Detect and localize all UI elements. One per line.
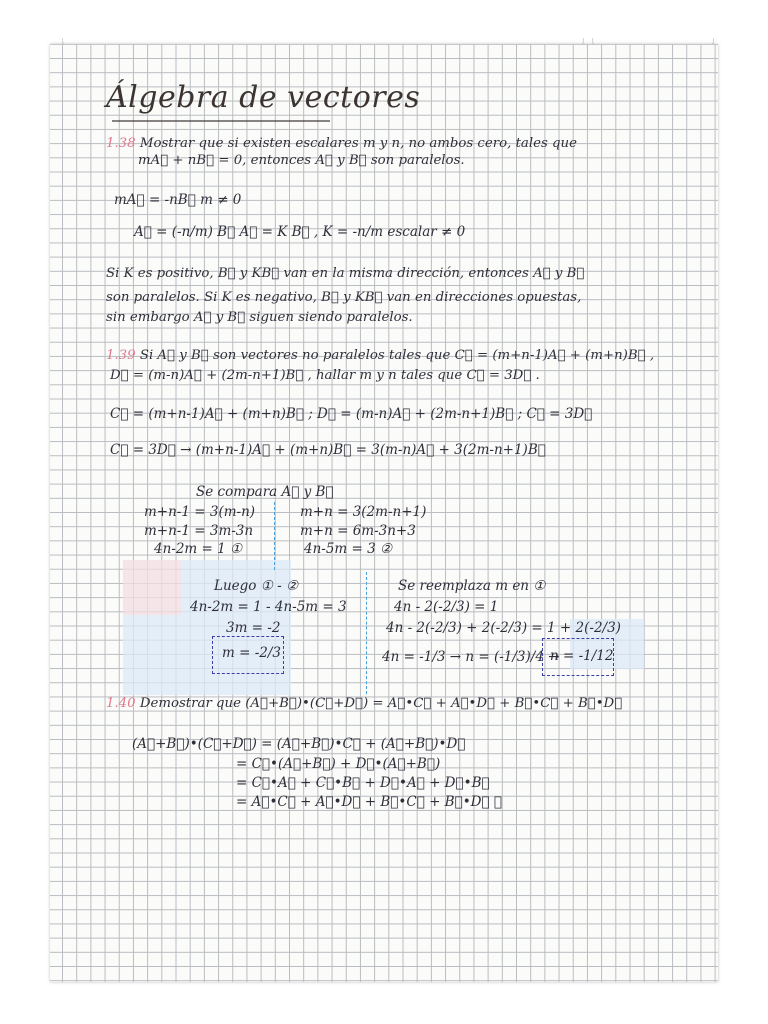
problem-1-38-work-line-2: A⃗ = (-n/m) B⃗ A⃗ = K B⃗ , K = -n/m escalar ≠ 0 (134, 224, 466, 240)
m-result: m = -2/3 (222, 645, 281, 661)
problem-1-39-substitution: C⃗ = 3D⃗ → (m+n-1)A⃗ + (m+n)B⃗ = 3(m-n)A⃗ + 3(2m-n+1)B⃗ (110, 442, 546, 458)
problem-1-39-statement-line-2: D⃗ = (m-n)A⃗ + (2m-n+1)B⃗ , hallar m y n tales que C⃗ = 3D⃗ . (110, 368, 540, 383)
problem-1-38-conclusion-line-2: son paralelos. Si K es negativo, B⃗ y KB⃗ van en direcciones opuestas, (106, 290, 582, 305)
system-divider (274, 502, 275, 570)
problem-1-40-statement: 1.40 Demostrar que (A⃗+B⃗)•(C⃗+D⃗) = A⃗•C⃗ + A⃗•D⃗ + B⃗•C⃗ + B⃗•D⃗ (106, 696, 623, 711)
notebook-page (50, 44, 718, 982)
reemplaza-label: Se reemplaza m en ① (398, 578, 546, 594)
right-system-line-1: m+n = 3(2m-n+1) (300, 504, 427, 520)
problem-number: 1.38 (106, 136, 136, 151)
compare-label: Se compara A⃗ y B⃗ (196, 484, 334, 500)
problem-1-38-work-line-1: mA⃗ = -nB⃗ m ≠ 0 (114, 192, 242, 208)
problem-1-38-conclusion-line-1: Si K es positivo, B⃗ y KB⃗ van en la misma dirección, entonces A⃗ y B⃗ (106, 266, 585, 281)
reemplaza-line-3: 4n = -1/3 → n = (-1/3)/4 → (382, 649, 560, 665)
proof-step-2: = C⃗•(A⃗+B⃗) + D⃗•(A⃗+B⃗) (236, 756, 441, 772)
proof-step-3: = C⃗•A⃗ + C⃗•B⃗ + D⃗•A⃗ + D⃗•B⃗ (236, 775, 490, 791)
luego-line-1: 4n-2m = 1 - 4n-5m = 3 (190, 599, 347, 615)
luego-label: Luego ① - ② (214, 578, 299, 594)
solution-divider (366, 572, 367, 694)
bleed-through-pink-block (123, 560, 181, 615)
proof-step-1: (A⃗+B⃗)•(C⃗+D⃗) = (A⃗+B⃗)•C⃗ + (A⃗+B⃗)•D⃗ (132, 736, 466, 752)
right-system-line-3: 4n-5m = 3 ② (304, 541, 393, 557)
left-system-line-3: 4n-2m = 1 ① (154, 541, 243, 557)
problem-1-39-statement-line-1: 1.39 Si A⃗ y B⃗ son vectores no paralelos tales que C⃗ = (m+n-1)A⃗ + (m+n)B⃗ , (106, 348, 655, 363)
title-underline (112, 120, 330, 122)
reemplaza-line-2: 4n - 2(-2/3) + 2(-2/3) = 1 + 2(-2/3) (386, 620, 621, 636)
right-system-line-2: m+n = 6m-3n+3 (300, 523, 416, 539)
reemplaza-line-1: 4n - 2(-2/3) = 1 (394, 599, 499, 615)
problem-1-38-statement-line-1: 1.38 Mostrar que si existen escalares m y n, no ambos cero, tales que (106, 136, 577, 151)
luego-line-2: 3m = -2 (226, 620, 281, 636)
page-title: Álgebra de vectores (106, 80, 421, 115)
problem-1-39-given: C⃗ = (m+n-1)A⃗ + (m+n)B⃗ ; D⃗ = (m-n)A⃗ + (2m-n+1)B⃗ ; C⃗ = 3D⃗ (110, 406, 593, 422)
left-system-line-2: m+n-1 = 3m-3n (144, 523, 254, 539)
problem-number: 1.40 (106, 696, 136, 711)
n-result: n = -1/12 (550, 648, 614, 664)
proof-step-4: = A⃗•C⃗ + A⃗•D⃗ + B⃗•C⃗ + B⃗•D⃗ ✓ (236, 794, 502, 810)
problem-1-38-statement-line-2: mA⃗ + nB⃗ = 0, entonces A⃗ y B⃗ son paralelos. (138, 153, 465, 168)
left-system-line-1: m+n-1 = 3(m-n) (144, 504, 256, 520)
problem-1-38-conclusion-line-3: sin embargo A⃗ y B⃗ siguen siendo paralelos. (106, 310, 413, 325)
problem-number: 1.39 (106, 348, 136, 363)
